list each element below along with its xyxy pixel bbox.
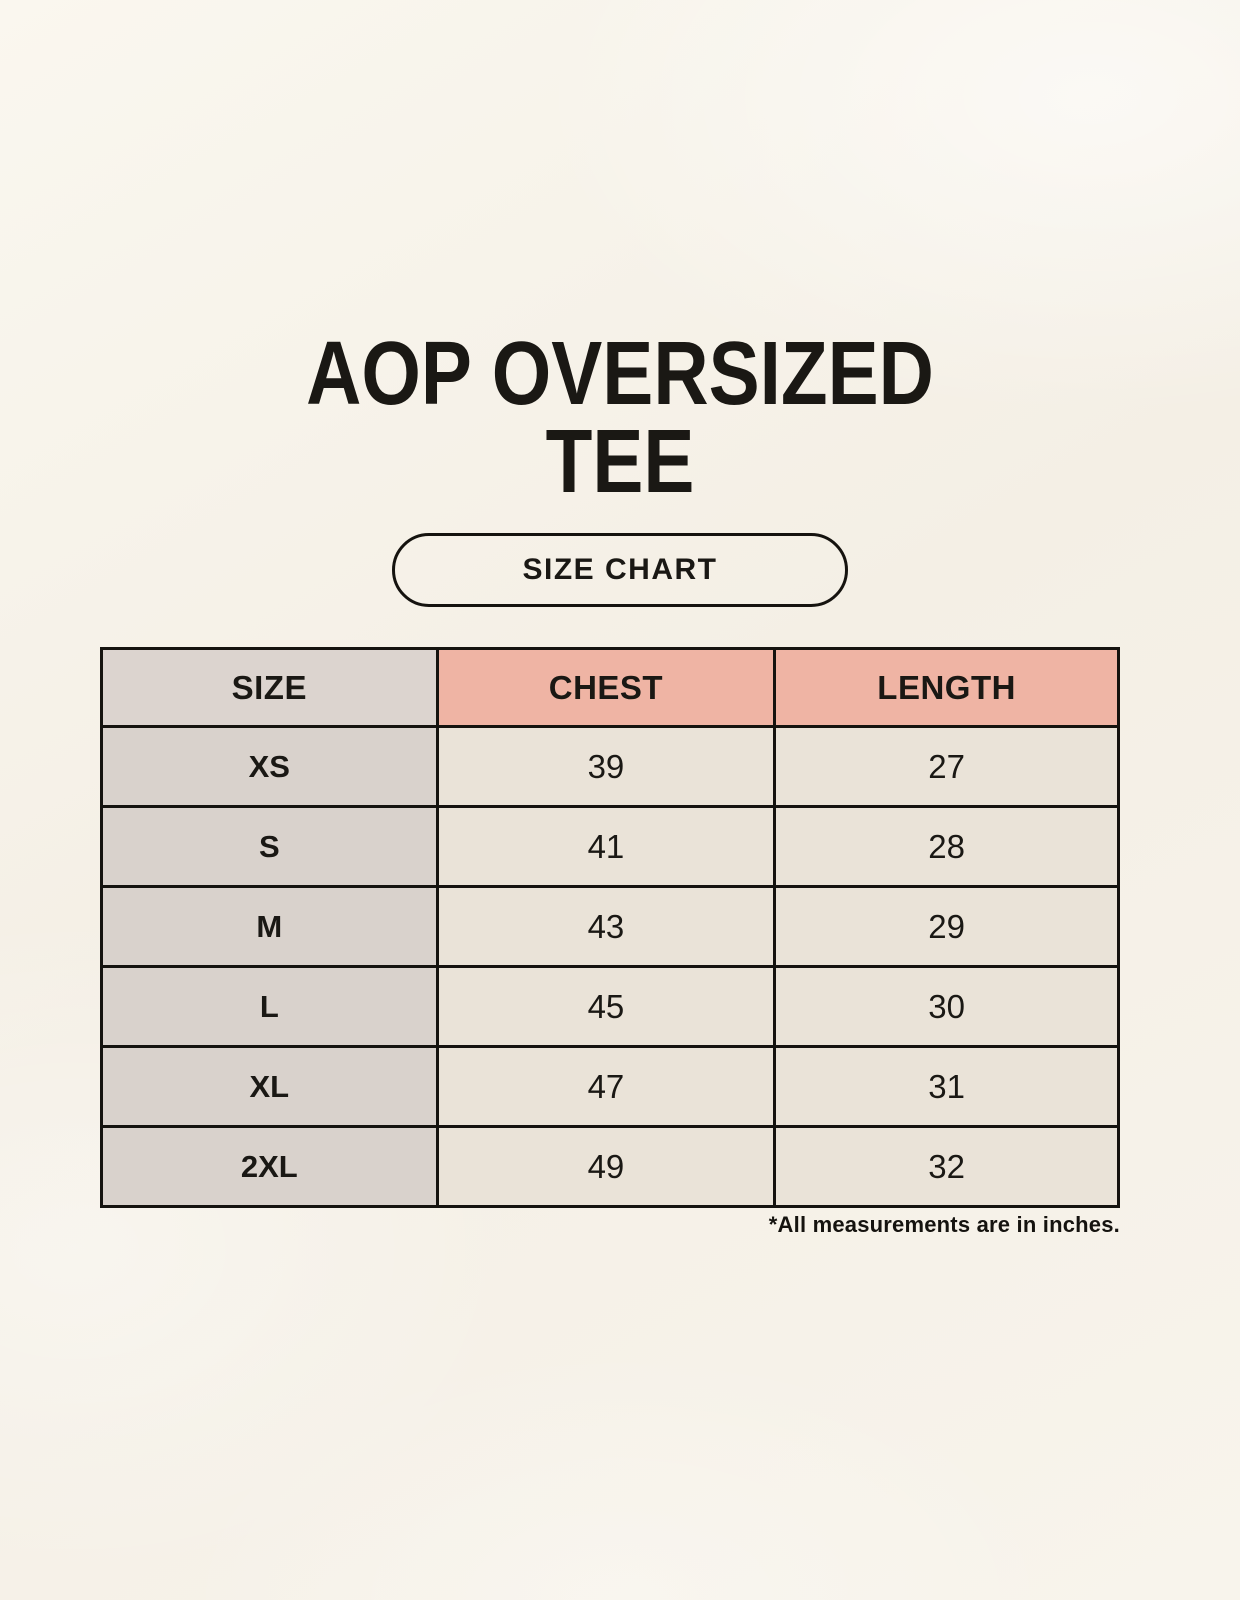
table-row (102, 1127, 1119, 1207)
size-chart-button-label: SIZE CHART (522, 553, 718, 586)
chest-cell: 47 (437, 1047, 775, 1127)
header-cell-chest: CHEST (437, 649, 775, 727)
length-cell: 31 (775, 1047, 1119, 1127)
header-cell-size: SIZE (102, 649, 438, 727)
size-cell: 2XL (102, 1127, 438, 1207)
header-cell-length: LENGTH (775, 649, 1119, 727)
size-chart-button[interactable] (392, 533, 848, 607)
product-title-line-1: AOP OVERSIZED (306, 324, 934, 424)
table-header-row (102, 649, 1119, 727)
product-title (93, 324, 1147, 513)
chest-cell: 49 (437, 1127, 775, 1207)
length-cell: 30 (775, 967, 1119, 1047)
table-row (102, 887, 1119, 967)
chest-cell: 43 (437, 887, 775, 967)
size-cell: S (102, 807, 438, 887)
size-cell: M (102, 887, 438, 967)
length-cell: 27 (775, 727, 1119, 807)
footnote-text: *All measurements are in inches. (768, 1212, 1120, 1237)
table-row (102, 967, 1119, 1047)
length-cell: 29 (775, 887, 1119, 967)
length-cell: 28 (775, 807, 1119, 887)
length-cell: 32 (775, 1127, 1119, 1207)
table-row (102, 807, 1119, 887)
size-table (100, 647, 1120, 1208)
chest-cell: 41 (437, 807, 775, 887)
size-cell: XL (102, 1047, 438, 1127)
table-row (102, 1047, 1119, 1127)
size-cell: L (102, 967, 438, 1047)
product-title-line-2: TEE (545, 412, 695, 513)
size-cell: XS (102, 727, 438, 807)
chest-cell: 45 (437, 967, 775, 1047)
table-row (102, 727, 1119, 807)
chest-cell: 39 (437, 727, 775, 807)
